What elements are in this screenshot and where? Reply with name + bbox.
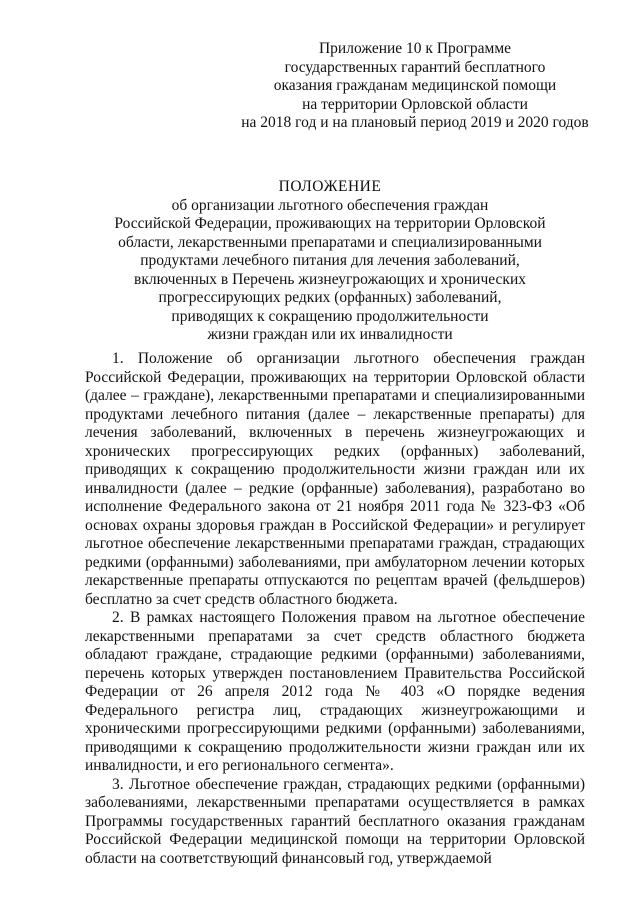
document-body: [85, 350, 585, 868]
body-paragraph-2: 2. В рамках настоящего Положения правом на льготное обеспечение лекарственными препаратами за счет средств областного бюджета обладают граждане, страдающие редкими (орфанными) заболеваниями, перечень которых утвержден постановлением Правительства Российской Федерации от 26 апреля 2012 года № 403 «О порядке ведения Федерального регистра лиц, страдающих жизнеугрожающими и хроническими прогрессирующими редкими (орфанными) заболеваниями, приводящими к сокращению продолжительности жизни граждан или их инвалидности, и его регионального сегмента».: [85, 609, 585, 774]
appendix-header: [215, 40, 615, 133]
title-line: об организации льготного обеспечения граждан: [171, 196, 489, 214]
title-line: жизни граждан или их инвалидности: [207, 326, 453, 343]
document-title: ПОЛОЖЕНИЕ: [278, 178, 382, 195]
title-line: включенных в Перечень жизнеугрожающих и хронических: [134, 270, 526, 288]
title-line: приводящих к сокращению продолжительности: [171, 307, 489, 325]
body-paragraph-1: 1. Положение об организации льготного обеспечения граждан Российской Федерации, проживающих на территории Орловской области (далее – граждане), лекарственными препаратами и специализированными продуктами лечебного питания (далее – лекарственные препараты) для лечения заболеваний, включенных в перечень жизнеугрожающих и хронических прогрессирующих редких (орфанных) заболеваний, приводящих к сокращению продолжительности жизни граждан или их инвалидности (далее – редкие (орфанные) заболевания), разработано во исполнение Федерального закона от 21 ноября 2011 года № 323-ФЗ «Об основах охраны здоровья граждан в Российской Федерации» и регулирует льготное обеспечение лекарственными препаратами граждан, страдающих редкими (орфанными) заболеваниями, при амбулаторном лечении которых лекарственные препараты отпускаются по рецептам врачей (фельдшеров) бесплатно за счет средств областного бюджета.: [85, 350, 585, 608]
title-line: Российской Федерации, проживающих на территории Орловской: [114, 215, 546, 232]
body-paragraph-3: 3. Льготное обеспечение граждан, страдающих редкими (орфанными) заболеваниями, лекарственными препаратами осуществляется в рамках Программы государственных гарантий бесплатного оказания гражданам Российской Федерации медицинской помощи на территории Орловской области на соответствующий финансовый год, утверждаемой: [85, 775, 585, 867]
appendix-line: на 2018 год и на плановый период 2019 и 2020 годов: [241, 114, 589, 131]
appendix-line: оказания гражданам медицинской помощи: [273, 77, 557, 94]
title-line: области, лекарственными препаратами и специализированными: [118, 233, 542, 251]
title-line: продуктами лечебного питания для лечения заболеваний,: [140, 252, 520, 269]
appendix-line: Приложение 10 к Программе: [318, 40, 512, 57]
document-title-block: [80, 178, 580, 345]
appendix-line: на территории Орловской области: [302, 95, 528, 113]
title-line: прогрессирующих редких (орфанных) заболеваний,: [158, 289, 502, 306]
appendix-line: государственных гарантий бесплатного: [284, 58, 546, 76]
